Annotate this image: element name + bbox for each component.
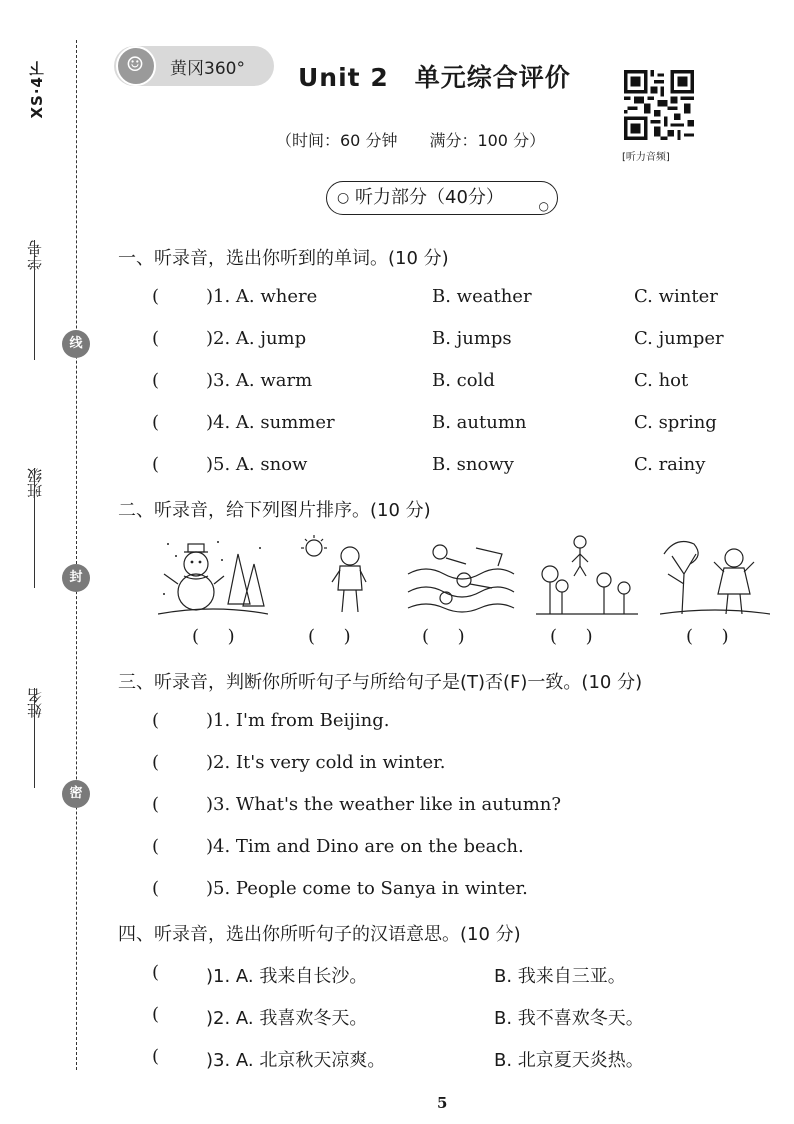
brand-badge (114, 46, 274, 86)
option-b: B. snowy (432, 454, 514, 475)
circle-ornament-icon: ○ (538, 199, 549, 213)
sunny-boy-image (294, 534, 404, 618)
option-b: B. 我来自三亚。 (494, 966, 626, 987)
part4-heading: 四、听录音，选出你所听句子的汉语意思。(10 分) (118, 924, 521, 945)
option-b: B. jumps (432, 328, 512, 349)
answer-blank[interactable]: ( ) (308, 626, 351, 647)
option-a: )1. A. where (206, 286, 318, 307)
part2-heading: 二、听录音，给下列图片排序。(10 分) (118, 500, 431, 521)
sentence: )2. It's very cold in winter. (206, 752, 446, 773)
answer-blank[interactable]: ( ) (192, 626, 235, 647)
sentence: )5. People come to Sanya in winter. (206, 878, 528, 899)
section-title: 听力部分（40分） (355, 187, 504, 208)
page-number: 5 (437, 1094, 448, 1112)
name-label: 姓名 (26, 688, 44, 718)
qr-caption: [听力音频] (622, 152, 670, 163)
option-a: )3. A. 北京秋天凉爽。 (206, 1050, 386, 1071)
option-b: B. 我不喜欢冬天。 (494, 1008, 644, 1029)
binding-dashed-line (76, 40, 77, 1070)
option-c: C. jumper (634, 328, 724, 349)
option-c: C. winter (634, 286, 718, 307)
option-a: )3. A. warm (206, 370, 313, 391)
option-a: )2. A. jump (206, 328, 307, 349)
seal-line: 线 (62, 330, 90, 358)
seal-secret: 密 (62, 780, 90, 808)
option-c: C. rainy (634, 454, 706, 475)
class-field (24, 468, 46, 498)
name-line (34, 688, 35, 788)
sentence: )1. I'm from Beijing. (206, 710, 390, 731)
option-c: C. spring (634, 412, 717, 433)
part3-heading: 三、听录音，判断你所听句子与所给句子是(T)否(F)一致。(10 分) (118, 672, 643, 693)
student-number-field (24, 240, 46, 270)
sentence: )4. Tim and Dino are on the beach. (206, 836, 524, 857)
brand-text: 黄冈360° (170, 59, 245, 79)
qr-code-icon[interactable] (624, 70, 694, 140)
option-a: )1. A. 我来自长沙。 (206, 966, 368, 987)
student-number-line (34, 240, 35, 360)
answer-blank[interactable]: ( ) (686, 626, 729, 647)
book-code: XS·4下 (28, 60, 46, 119)
answer-blank[interactable]: ( ) (422, 626, 465, 647)
option-b: B. 北京夏天炎热。 (494, 1050, 644, 1071)
beach-swimming-image (406, 534, 516, 618)
student-number-label: 学号 (26, 240, 44, 270)
option-b: B. autumn (432, 412, 527, 433)
autumn-tree-girl-image (660, 534, 770, 618)
option-b: B. weather (432, 286, 532, 307)
option-c: C. hot (634, 370, 689, 391)
brand-logo-icon (116, 46, 156, 86)
answer-blank[interactable]: ( ) (550, 626, 593, 647)
option-a: )4. A. summer (206, 412, 335, 433)
name-field (24, 688, 46, 718)
seal-seal: 封 (62, 564, 90, 592)
option-a: )5. A. snow (206, 454, 308, 475)
sentence: )3. What's the weather like in autumn? (206, 794, 562, 815)
spring-flowers-image (532, 534, 642, 618)
part1-heading: 一、听录音，选出你听到的单词。(10 分) (118, 248, 449, 269)
exam-info: （时间：60 分钟 满分：100 分） (276, 131, 546, 150)
circle-ornament-icon: ○ (337, 190, 350, 206)
option-b: B. cold (432, 370, 495, 391)
class-line (34, 468, 35, 588)
class-label: 班级 (26, 468, 44, 498)
snowman-winter-image (158, 534, 268, 618)
option-a: )2. A. 我喜欢冬天。 (206, 1008, 368, 1029)
listening-section-banner (326, 181, 558, 215)
page-title: Unit 2 单元综合评价 (298, 63, 571, 92)
